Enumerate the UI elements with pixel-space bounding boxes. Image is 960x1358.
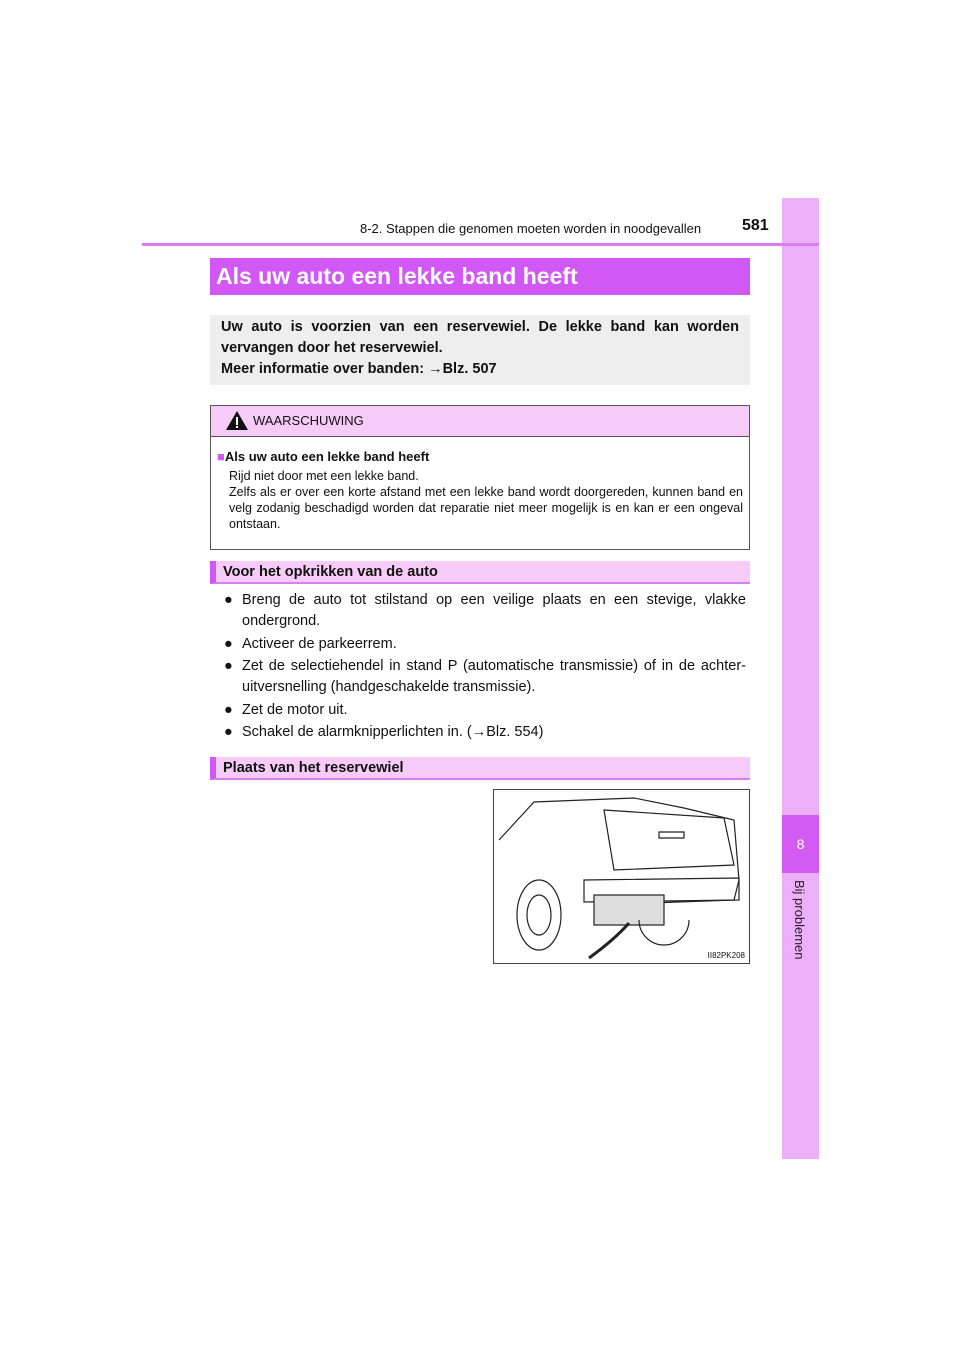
- warning-triangle-icon: [225, 410, 249, 431]
- header-divider: [142, 243, 819, 246]
- warning-box: [210, 405, 750, 550]
- subsection-title: Plaats van het reservewiel: [210, 757, 750, 780]
- section-header: 8-2. Stappen die genomen moeten worden in noodgevallen: [360, 221, 702, 236]
- bullet-icon: ●: [224, 724, 233, 740]
- warning-header: [211, 406, 749, 437]
- warning-text: Rijd niet door met een lekke band.: [229, 469, 419, 483]
- chapter-tab[interactable]: 8: [782, 815, 819, 873]
- pickup-truck-rear-drawing: [494, 790, 749, 963]
- subsection-title: Voor het opkrikken van de auto: [210, 561, 750, 584]
- bullet-icon: ●: [224, 592, 233, 608]
- page-number: 581: [742, 217, 769, 234]
- square-bullet-icon: ■: [217, 449, 225, 464]
- bullet-icon: ●: [224, 701, 233, 718]
- list-item: ● Schakel de alarmknipperlichten in. (→Blz. 554): [224, 722, 746, 743]
- figure-code: II82PK208: [707, 951, 745, 960]
- intro-box: [210, 315, 750, 385]
- list-item: ● Activeer de parkeerrem.: [224, 634, 746, 655]
- warning-label: WAARSCHUWING: [253, 413, 364, 428]
- bullet-icon: ●: [224, 635, 233, 652]
- intro-reference: Meer informatie over banden: →Blz. 507: [221, 361, 497, 377]
- bullet-icon: ●: [224, 658, 233, 674]
- page-title: Als uw auto een lekke band heeft: [210, 258, 750, 295]
- chapter-label-text: Bij problemen: [792, 880, 807, 960]
- list-item: ● Breng de auto tot stilstand op een veilige plaats en een stevige, vlakke ondergrond.: [224, 590, 746, 632]
- spare-tire-illustration: [493, 789, 750, 964]
- warning-text: Zelfs als er over een korte afstand met een lekke band wordt doorgereden, kunnen band en velg zodanig beschadigd worden dat reparatie niet meer mogelijk is en kan er een ongeval ontstaan.: [229, 485, 743, 531]
- warning-heading: ■Als uw auto een lekke band heeft: [217, 449, 430, 464]
- bullet-list: [224, 590, 746, 745]
- chapter-label: [782, 880, 819, 980]
- chapter-sidebar: [782, 198, 819, 1159]
- list-item: ● Zet de selectiehendel in stand P (automatische transmissie) of in de achter-uitversnelling (handgeschakelde transmissie).: [224, 656, 746, 698]
- intro-text: Uw auto is voorzien van een reservewiel. De lekke band kan worden vervangen door het reservewiel.: [221, 319, 739, 356]
- list-item: ● Zet de motor uit.: [224, 700, 746, 721]
